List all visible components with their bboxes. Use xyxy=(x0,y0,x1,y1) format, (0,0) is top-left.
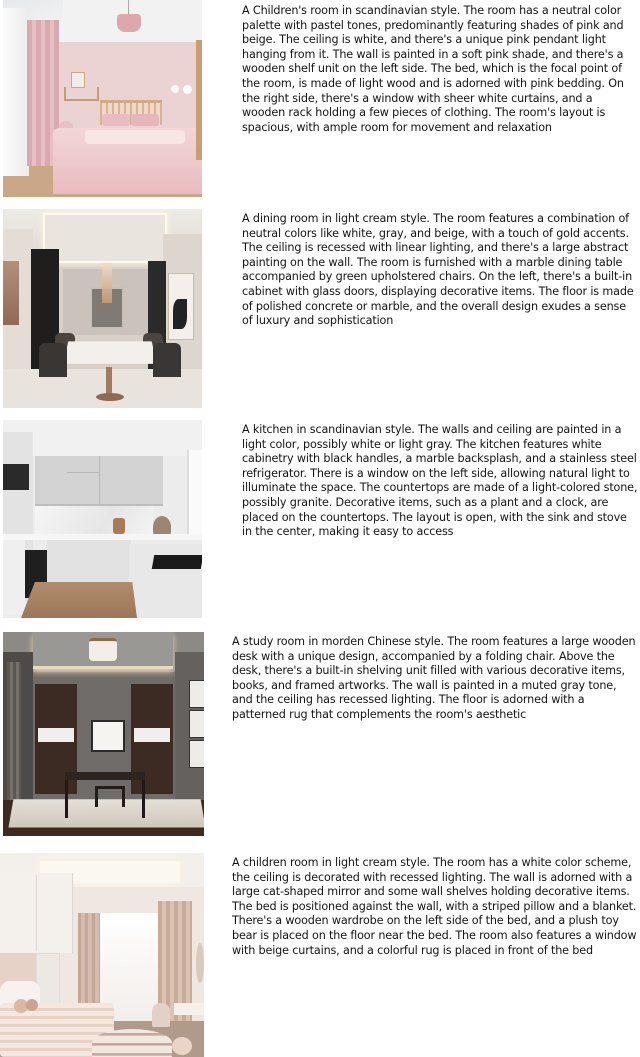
pendant-light-icon xyxy=(117,14,141,32)
plush-bear-icon xyxy=(172,1037,192,1055)
image-caption: A kitchen in scandinavian style. The walls and ceiling are painted in a light color, possibly white or light gray. The kitchen features white cabinetry with black handles, a marble backsplash, and a stainless steel refrigerator. There is a window on the left side, allowing natural light to illuminate the space. The countertops are made of a light-colored stone, possibly granite. Decorative items, such as a plant and a clock, are placed on the countertops. The layout is open, with the sink and stove in the center, making it easy to access xyxy=(242,423,638,539)
room-image-childrens-pink xyxy=(3,0,202,197)
room-image-childrens-cream xyxy=(0,853,204,1057)
image-caption: A children room in light cream style. The room has a white color scheme, the ceiling is decorated with recessed lighting. The wall is adorned with a large cat-shaped mirror and some wall shelves holding decorative items. The bed is positioned against the wall, with a striped pillow and a blanket. There's a wooden wardrobe on the left side of the bed, and a plush toy bear is placed on the floor near the bed. The room also features a window with beige curtains, and a colorful rug is placed in front of the bed xyxy=(232,856,637,957)
image-caption: A study room in morden Chinese style. The room features a large wooden desk with a unique design, accompanied by a folding chair. Above the desk, there's a built-in shelving unit filled with various decorative items, books, and framed artworks. The wall is painted in a muted gray tone, and the ceiling has recessed lighting. The floor is adorned with a patterned rug that complements the room's aesthetic xyxy=(232,635,636,721)
chandelier-icon xyxy=(102,263,112,303)
image-caption: A Children's room in scandinavian style. The room has a neutral color palette with pastel tones, predominantly featuring shades of pink and beige. The ceiling is white, and there's a unique pink pendant light hanging from it. The wall is painted in a soft pink shade, and there's a wooden shelf unit on the left side. The bed, which is the focal point of the room, is made of light wood and is adorned with pink bedding. On the right side, there's a window with sheer white curtains, and a wooden rack holding a few pieces of clothing. The room's layout is spacious, with ample room for movement and relaxation xyxy=(242,4,624,134)
image-caption: A dining room in light cream style. The room features a combination of neutral colors like white, gray, and beige, with a touch of gold accents. The ceiling is recessed with linear lighting, and there's a large abstract painting on the wall. The room is furnished with a marble dining table accompanied by green upholstered chairs. On the left, there's a built-in cabinet with glass doors, displaying decorative items. The floor is made of polished concrete or marble, and the overall design exudes a sense of luxury and sophistication xyxy=(242,212,634,328)
room-image-kitchen xyxy=(3,420,202,618)
room-image-dining xyxy=(3,209,202,408)
ceiling-lamp-icon xyxy=(89,638,117,661)
room-image-study xyxy=(3,632,204,836)
